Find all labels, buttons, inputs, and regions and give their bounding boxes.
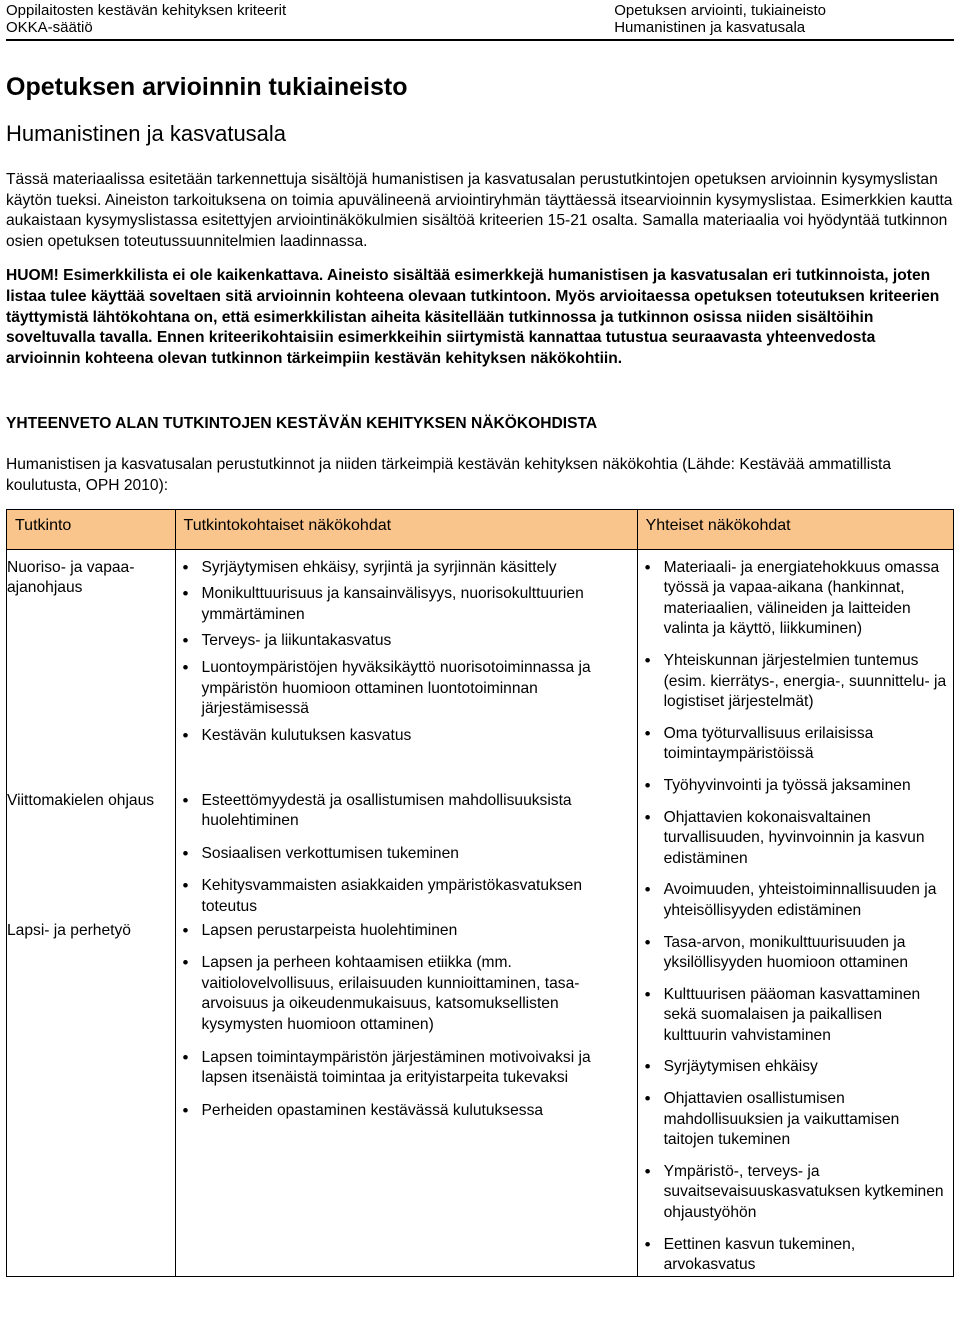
- list-item: • Materiaali- ja energiatehokkuus omassa työssä ja vapaa-aikana (hankinnat, materiaalien, välineiden ja laitteiden valinta ja käyttö, liikkuminen): [638, 558, 953, 640]
- header-left: [6, 2, 286, 36]
- column-header-yhteiset: Yhteiset näkökohdat: [637, 510, 953, 550]
- intro-section: [6, 170, 954, 383]
- list-item: • Yhteiskunnan järjestelmien tuntemus (esim. kierrätys-, energia-, suunnittelu- ja logistiset järjestelmät): [638, 651, 953, 713]
- list-item: • Kestävän kulutuksen kasvatus: [176, 726, 637, 747]
- tutkinto-column: [7, 549, 176, 1276]
- list-item: • Monikulttuurisuus ja kansainvälisyys, nuorisokulttuurien ymmärtäminen: [176, 584, 637, 625]
- header-right: [614, 2, 826, 36]
- list-item: • Avoimuuden, yhteistoiminnallisuuden ja yhteisöllisyyden edistäminen: [638, 880, 953, 921]
- header-left-line2: OKKA-säätiö: [6, 19, 93, 36]
- list-item: • Ohjattavien osallistumisen mahdollisuuksien ja vaikuttamisen taitojen tukeminen: [638, 1089, 953, 1151]
- list-item: • Kulttuurisen pääoman kasvattaminen sekä suomalaisen ja paikallisen kulttuurin vahvistaminen: [638, 985, 953, 1047]
- header-left-line1: Oppilaitosten kestävän kehityksen kriteerit: [6, 2, 287, 19]
- list-item: • Syrjäytymisen ehkäisy, syrjintä ja syrjinnän käsittely: [176, 558, 637, 579]
- list-item: • Esteettömyydestä ja osallistumisen mahdollisuuksista huolehtiminen: [176, 791, 637, 832]
- common-aspect-list: [638, 558, 953, 1276]
- aspect-list: [176, 558, 637, 791]
- column-header-tutkintokohtaiset: Tutkintokohtaiset näkökohdat: [175, 510, 637, 550]
- aspect-list: [176, 921, 637, 1122]
- list-item: • Ympäristö-, terveys- ja suvaitsevaisuuskasvatuksen kytkeminen ohjaustyöhön: [638, 1162, 953, 1224]
- summary-heading: YHTEENVETO ALAN TUTKINTOJEN KESTÄVÄN KEHITYKSEN NÄKÖKOHDISTA: [6, 415, 598, 432]
- tutkinto-cell: [7, 558, 175, 791]
- table-body-row: [7, 549, 954, 1276]
- list-item: • Terveys- ja liikuntakasvatus: [176, 631, 637, 652]
- tutkinto-cell: [7, 921, 175, 942]
- list-item: • Oma työturvallisuus erilaisissa toimintaympäristöissä: [638, 724, 953, 765]
- page-header: [0, 0, 960, 40]
- table-header-row: [7, 510, 954, 550]
- tutkintokohtaiset-column: [175, 549, 637, 1276]
- list-item: • Luontoympäristöjen hyväksikäyttö nuorisotoiminnassa ja ympäristön huomioon ottaminen luontotoiminnan järjestämisessä: [176, 658, 637, 720]
- aspects-table: [6, 509, 954, 1277]
- column-header-tutkinto: Tutkinto: [7, 510, 176, 550]
- note-paragraph: HUOM! Esimerkkilista ei ole kaikenkattava. Aineisto sisältää esimerkkejä humanistisen ja kasvatusalan eri tutkinnoista, joten listaa tulee käyttää soveltaen sitä arvioinnin kohteena olevaan tutkintoon. Myös arvioitaessa opetuksen toteutuksen kriteerien täyttymistä lähtökohtana on, että esimerkkilistan aiheita käsitellään tutkinnossa ja tutkinnon osissa niiden sisältöihin soveltuvalla tavalla. Ennen kriteerikohtaisiin esimerkkeihin siirtymistä kannattaa tutustua seuraavasta yhteenvedosta arvioinnin kohteena olevan tutkinnon tärkeimpiin kestävän kehityksen näkökohtiin.: [6, 267, 940, 367]
- list-item: • Syrjäytymisen ehkäisy: [638, 1057, 953, 1078]
- header-divider: [6, 39, 954, 41]
- intro-paragraph: Tässä materiaalissa esitetään tarkennettuja sisältöjä humanistisen ja kasvatusalan perustutkintojen opetuksen arvioinnin kysymyslistan käytön tueksi. Aineiston tarkoituksena on toimia apuvälineenä arviointiryhmän täyttäessä itsearvioinnin kysymyslistaa. Esimerkkien kautta aukaistaan kysymyslistassa esitettyjen arviointinäkökulmien sisältöä kriteerien 15-21 osalta. Samalla materiaalia voi hyödyntää tutkinnon osien opetuksen toteutussuunnitelmien laadinnassa.: [6, 171, 953, 250]
- tutkinto-name: Lapsi- ja perhetyö: [7, 921, 131, 939]
- list-item: • Työhyvinvointi ja työssä jaksaminen: [638, 776, 953, 797]
- list-item: • Kehitysvammaisten asiakkaiden ympäristökasvatuksen toteutus: [176, 876, 637, 917]
- page-subtitle: Humanistinen ja kasvatusala: [6, 121, 287, 146]
- tutkinto-cell: [7, 791, 175, 921]
- list-item: • Lapsen toimintaympäristön järjestäminen motivoivaksi ja lapsen itsenäistä toimintaa ja erityistarpeita tukevaksi: [176, 1048, 637, 1089]
- list-item: • Sosiaalisen verkottumisen tukeminen: [176, 844, 637, 865]
- list-item: • Lapsen ja perheen kohtaamisen etiikka (mm. vaitiolovelvollisuus, erilaisuuden kunnioittaminen, tasa-arvoisuus ja oikeudenmukaisuus, katsomuksellisten kysymysten huomioon ottaminen): [176, 953, 637, 1035]
- list-item: • Ohjattavien kokonaisvaltainen turvallisuuden, hyvinvoinnin ja kasvun edistäminen: [638, 808, 953, 870]
- list-item: • Eettinen kasvun tukeminen, arvokasvatus: [638, 1235, 953, 1276]
- list-item: • Tasa-arvon, monikulttuurisuuden ja yksilöllisyyden huomioon ottaminen: [638, 933, 953, 974]
- page-title: Opetuksen arvioinnin tukiaineisto: [6, 73, 408, 101]
- yhteiset-column: [637, 549, 953, 1276]
- tutkinto-name: Nuoriso- ja vapaa-ajanohjaus: [7, 558, 135, 597]
- summary-text: Humanistisen ja kasvatusalan perustutkinnot ja niiden tärkeimpiä kestävän kehityksen näkökohtia (Lähde: Kestävää ammatillista koulutusta, OPH 2010):: [6, 456, 891, 494]
- header-right-line1: Opetuksen arviointi, tukiaineisto: [614, 2, 826, 19]
- list-item: • Lapsen perustarpeista huolehtiminen: [176, 921, 637, 942]
- aspect-list: [176, 791, 637, 921]
- tutkinto-name: Viittomakielen ohjaus: [7, 791, 155, 809]
- header-right-line2: Humanistinen ja kasvatusala: [614, 19, 806, 36]
- list-item: • Perheiden opastaminen kestävässä kulutuksessa: [176, 1101, 637, 1122]
